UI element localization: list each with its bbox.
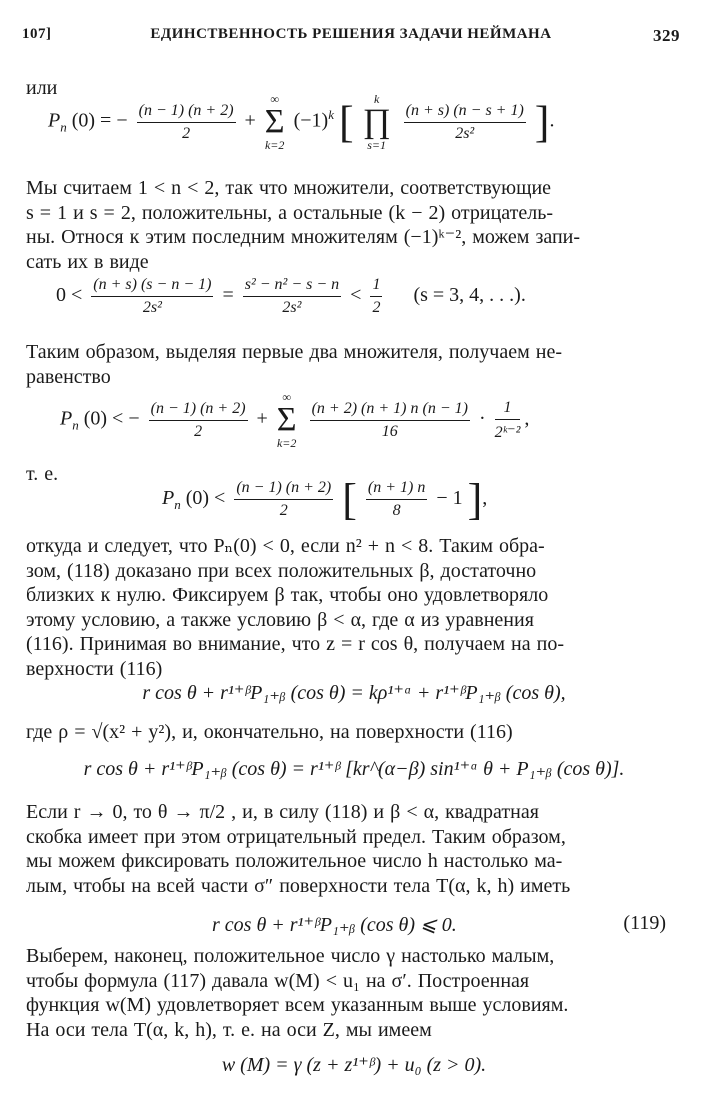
eq3-lhs-sub: n <box>72 417 79 433</box>
eq2-frac-3 <box>370 276 382 317</box>
eq3-f1-num: (n − 1) (n + 2) <box>149 400 248 421</box>
paragraph-6 <box>26 944 682 1042</box>
word-te: т. е. <box>26 463 59 485</box>
eq2-frac-1 <box>91 276 213 317</box>
eq1-lhs: P <box>48 109 61 132</box>
eq3-end: , <box>524 407 530 430</box>
p5-line: Если r → 0, то θ → π/2 , и, в силу (118) и β < α, квадратная <box>26 801 539 823</box>
sum-symbol: Σ <box>276 401 297 438</box>
equation-2 <box>56 276 696 317</box>
paragraph-4: где ρ = √(x² + y²), и, окончательно, на поверхности (116) <box>26 721 513 743</box>
bracket-close: ] <box>467 475 483 524</box>
eq2-f1-num: (n + s) (s − n − 1) <box>91 276 213 297</box>
p3-line: верхности (116) <box>26 657 163 680</box>
eq3-dot: · <box>478 407 486 430</box>
eq1-frac-num: (n − 1) (n + 2) <box>137 102 236 123</box>
eq1-frac-den: 2 <box>182 124 191 142</box>
eq1-sum-top: ∞ <box>270 92 279 106</box>
p3-line: откуда и следует, что Pₙ(0) < 0, если n² + n < 8. Таким обра- <box>26 535 545 557</box>
eq1-sum <box>265 92 285 152</box>
eq3-lhs: P <box>60 407 73 430</box>
eq3-sum-bot: k=2 <box>276 436 297 450</box>
bracket-open: [ <box>342 475 357 524</box>
eq7-body: r cos θ + r¹⁺ᵝP₁₊ᵦ (cos θ) ⩽ 0. <box>212 914 457 936</box>
paragraph-5 <box>26 800 682 898</box>
eq1-sign-sup: k <box>328 106 334 122</box>
p3-line: зом, (118) доказано при всех положительных β, достаточно <box>26 559 537 582</box>
eq1-sum-bot: k=2 <box>264 138 285 152</box>
eq3-sum-top: ∞ <box>282 390 291 404</box>
eq3-frac-2 <box>310 400 470 441</box>
p6-line: Выберем, наконец, положительное число γ настолько малым, <box>26 945 555 967</box>
running-title: ЕДИНСТВЕННОСТЬ РЕШЕНИЯ ЗАДАЧИ НЕЙМАНА <box>150 26 552 42</box>
eq4-lhs-sub: n <box>174 497 181 513</box>
eq1-lhs-sub: n <box>60 119 67 135</box>
eq3-f3-den: 2ᵏ⁻² <box>494 423 521 441</box>
product-symbol: ∏ <box>362 103 391 140</box>
eq2-f1-den: 2s² <box>142 299 162 316</box>
p3-line: (116). Принимая во внимание, что z = r cos θ, получаем на по- <box>26 633 564 655</box>
eq4-tail: − 1 <box>436 487 463 510</box>
eq1-sign: (−1) <box>293 109 329 132</box>
equation-1 <box>48 92 688 152</box>
eq1-prod-bot: s=1 <box>367 138 387 152</box>
eq1-lhs-arg: (0) = − <box>71 109 128 132</box>
eq4-frac-1 <box>234 479 333 520</box>
eq2-equals: = <box>222 284 234 307</box>
paragraph-2 <box>26 340 682 389</box>
p2-line: Таким образом, выделяя первые два множителя, получаем не- <box>26 341 562 363</box>
eq2-f2-num: s² − n² − s − n <box>243 276 341 297</box>
eq4-frac-2 <box>366 479 427 520</box>
eq1-inner-frac <box>404 102 526 143</box>
p6-line: На оси тела T(α, k, h), т. е. на оси Z, мы имеем <box>26 1018 432 1041</box>
p3-line: близких к нулю. Фиксируем β так, чтобы оно удовлетворяло <box>26 584 549 606</box>
eq3-f2-den: 16 <box>381 422 398 440</box>
p5-line: лым, чтобы на всей части σ″ поверхности тела T(α, k, h) иметь <box>26 874 571 897</box>
eq4-f1-den: 2 <box>279 502 288 519</box>
eq3-sum <box>277 390 297 450</box>
eq3-lhs-arg: (0) < − <box>83 407 140 430</box>
p5-line: мы можем фиксировать положительное число h настолько ма- <box>26 850 563 872</box>
eq3-frac-1 <box>149 400 248 441</box>
eq4-f2-num: (n + 1) n <box>366 479 427 500</box>
eq4-end: , <box>482 487 488 510</box>
equation-6: r cos θ + r¹⁺ᵝP₁₊ᵦ (cos θ) = r¹⁺ᵝ [kr^(α−β) sin¹⁺ᵅ θ + P₁₊ᵦ (cos θ)]. <box>83 758 625 780</box>
eq1-frac <box>137 102 236 143</box>
p1-line: s = 1 и s = 2, положительны, а остальные (k − 2) отрицатель- <box>26 201 554 224</box>
bracket-close: ] <box>534 97 550 147</box>
eq1-prod <box>363 92 391 152</box>
p2-line: равенство <box>26 365 111 388</box>
eq4-lhs: P <box>162 487 175 510</box>
eq2-frac-2 <box>243 276 341 317</box>
running-header <box>22 26 680 50</box>
equation-number: (119) <box>623 912 666 934</box>
bracket-open: [ <box>338 97 354 147</box>
eq2-f2-den: 2s² <box>282 299 302 316</box>
eq3-frac-3 <box>495 399 521 442</box>
equation-4 <box>162 474 682 525</box>
eq1-prod-top: k <box>373 92 380 106</box>
paragraph-3 <box>26 534 682 681</box>
eq2-less: < <box>350 284 362 307</box>
equation-3 <box>60 390 700 450</box>
p1-line: Мы считаем 1 < n < 2, так что множители, соответствующие <box>26 177 552 199</box>
eq4-f2-den: 8 <box>392 502 401 519</box>
sum-symbol: Σ <box>264 103 285 140</box>
eq2-f3-num: 1 <box>370 276 382 297</box>
eq4-lhs-arg: (0) < <box>185 487 226 510</box>
p5-line: скобка имеет при этом отрицательный предел. Таким образом, <box>26 825 566 848</box>
p6-line: чтобы формула (117) давала w(M) < u₁ на σ′. Построенная <box>26 969 530 992</box>
equation-7 <box>212 912 692 937</box>
word-ili: или <box>26 77 58 99</box>
equation-5: r cos θ + r¹⁺ᵝP₁₊ᵦ (cos θ) = kρ¹⁺ᵅ + r¹⁺ᵝP₁₊ᵦ (cos θ), <box>142 682 566 704</box>
eq1-end: . <box>549 109 555 132</box>
equation-8: w (M) = γ (z + z¹⁺ᵝ) + u₀ (z > 0). <box>221 1054 487 1076</box>
eq1-inner-den: 2s² <box>455 124 475 142</box>
eq2-zero: 0 < <box>56 284 83 307</box>
eq4-f1-num: (n − 1) (n + 2) <box>234 479 333 500</box>
p1-line: сать их в виде <box>26 250 149 273</box>
page-number: 329 <box>653 26 680 45</box>
eq1-inner-num: (n + s) (n − s + 1) <box>404 102 526 123</box>
eq3-f3-num: 1 <box>495 399 521 420</box>
eq3-f1-den: 2 <box>194 422 203 440</box>
p6-line: функция w(M) удовлетворяет всем указанным выше условиям. <box>26 994 569 1016</box>
section-number: 107] <box>22 26 52 42</box>
eq3-plus: + <box>256 407 268 430</box>
p3-line: этому условию, а также условию β < α, где α из уравнения <box>26 608 534 631</box>
eq2-f3-den: 2 <box>372 299 381 316</box>
eq3-f2-num: (n + 2) (n + 1) n (n − 1) <box>310 400 470 421</box>
eq1-plus: + <box>244 109 256 132</box>
eq2-condition: (s = 3, 4, . . .). <box>413 284 526 307</box>
paragraph-1 <box>26 176 682 274</box>
p1-line: ны. Относя к этим последним множителям (−1)ᵏ⁻², можем запи- <box>26 226 581 248</box>
